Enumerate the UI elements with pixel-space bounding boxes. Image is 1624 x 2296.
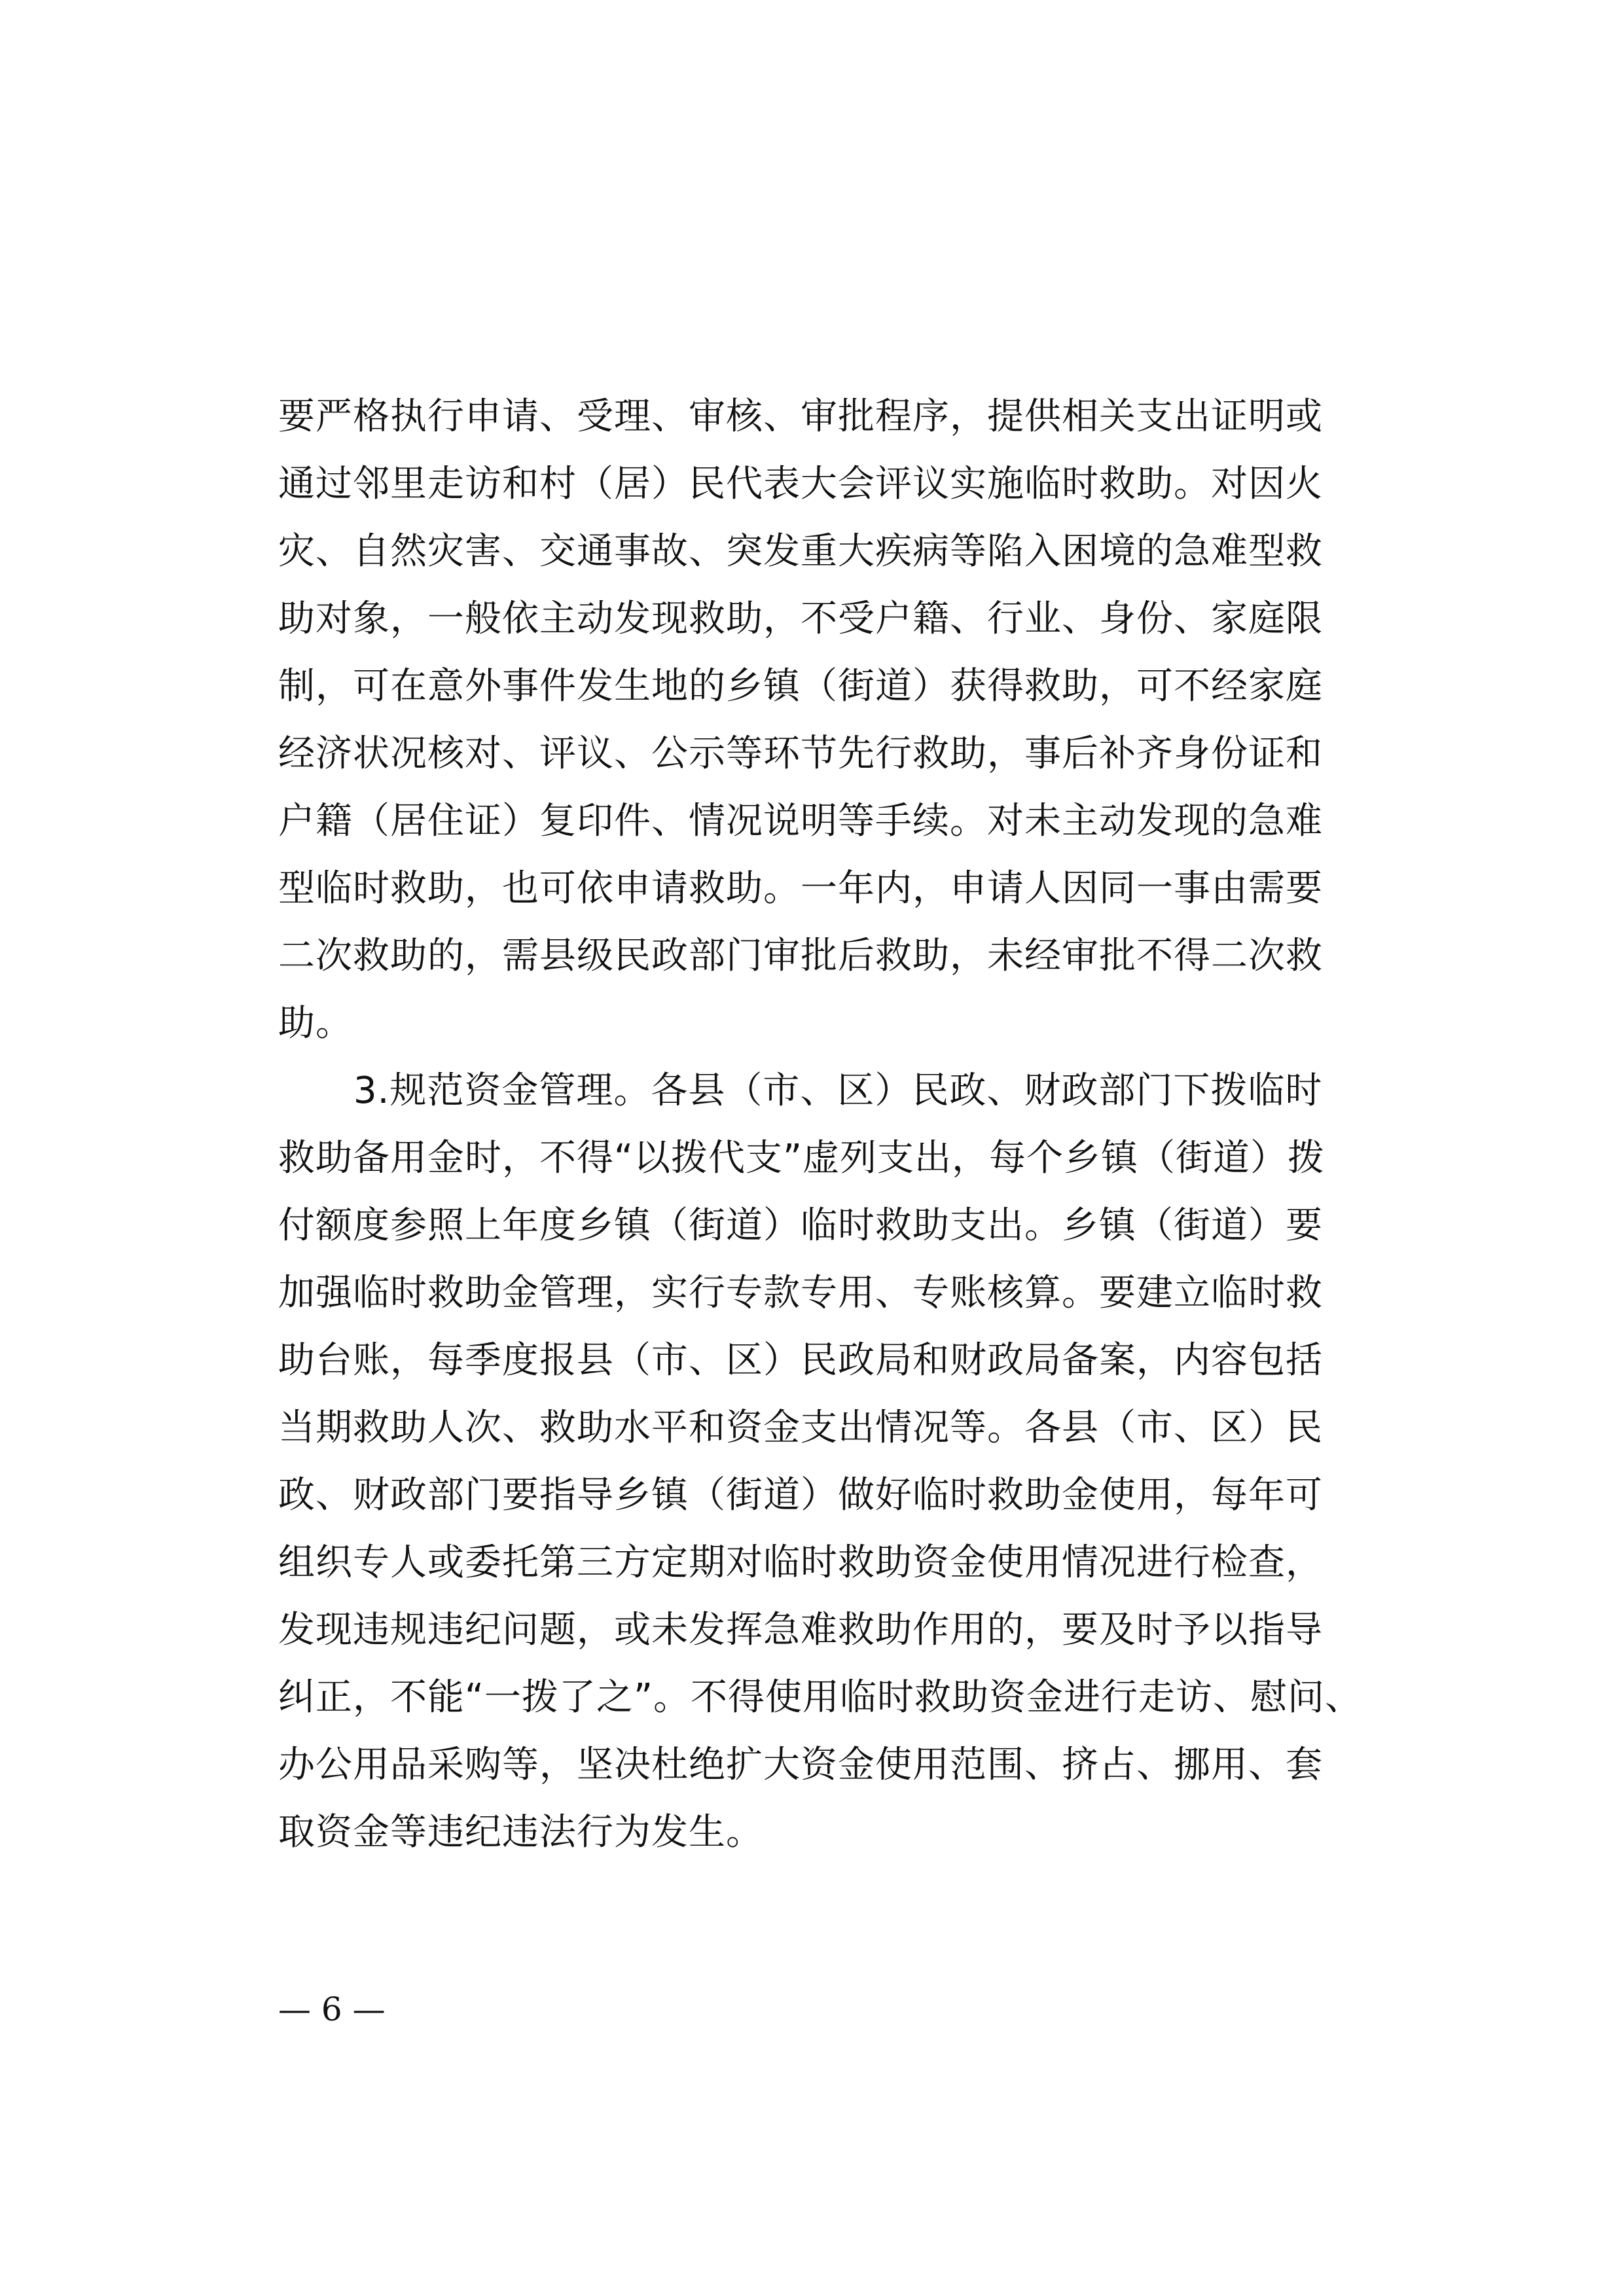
text-line: 组织专人或委托第三方定期对临时救助资金使用情况进行检查， bbox=[278, 1541, 1323, 1584]
text-line: 型临时救助，也可依申请救助。一年内，申请人因同一事由需要 bbox=[278, 867, 1323, 910]
text-line: 发现违规违纪问题，或未发挥急难救助作用的，要及时予以指导 bbox=[278, 1609, 1323, 1651]
text-line: 助台账，每季度报县（市、区）民政局和财政局备案，内容包括 bbox=[278, 1339, 1323, 1382]
text-line: 纠正，不能“一拨了之”。不得使用临时救助资金进行走访、慰问、 bbox=[278, 1676, 1363, 1719]
text-line: 户籍（居住证）复印件、情况说明等手续。对未主动发现的急难 bbox=[278, 800, 1323, 842]
text-line: 政、财政部门要指导乡镇（街道）做好临时救助金使用，每年可 bbox=[278, 1474, 1323, 1516]
text-line: 当期救助人次、救助水平和资金支出情况等。各县（市、区）民 bbox=[278, 1407, 1323, 1449]
text-line: 通过邻里走访和村（居）民代表大会评议实施临时救助。对因火 bbox=[278, 463, 1323, 505]
text-line: 经济状况核对、评议、公示等环节先行救助，事后补齐身份证和 bbox=[278, 732, 1323, 775]
paragraph-heading-line: 3.规范资金管理。各县（市、区）民政、财政部门下拨临时 bbox=[353, 1069, 1323, 1112]
text-line: 要严格执行申请、受理、审核、审批程序，提供相关支出证明或 bbox=[278, 395, 1323, 438]
text-line: 付额度参照上年度乡镇（街道）临时救助支出。乡镇（街道）要 bbox=[278, 1204, 1323, 1247]
text-line: 助对象，一般依主动发现救助，不受户籍、行业、身份、家庭限 bbox=[278, 598, 1323, 640]
text-line: 救助备用金时，不得“以拨代支”虚列支出，每个乡镇（街道）拨 bbox=[278, 1137, 1326, 1179]
page-number: — 6 — bbox=[278, 1990, 386, 2028]
text-line: 助。 bbox=[278, 1002, 353, 1045]
text-line: 灾、自然灾害、交通事故、突发重大疾病等陷入困境的急难型救 bbox=[278, 530, 1323, 573]
text-line: 取资金等违纪违法行为发生。 bbox=[278, 1811, 763, 1854]
body-text bbox=[278, 383, 1365, 1866]
text-line: 加强临时救助金管理，实行专款专用、专账核算。要建立临时救 bbox=[278, 1272, 1323, 1314]
text-line: 办公用品采购等，坚决杜绝扩大资金使用范围、挤占、挪用、套 bbox=[278, 1744, 1323, 1786]
text-line: 制，可在意外事件发生地的乡镇（街道）获得救助，可不经家庭 bbox=[278, 665, 1323, 708]
text-line: 二次救助的，需县级民政部门审批后救助，未经审批不得二次救 bbox=[278, 935, 1323, 977]
